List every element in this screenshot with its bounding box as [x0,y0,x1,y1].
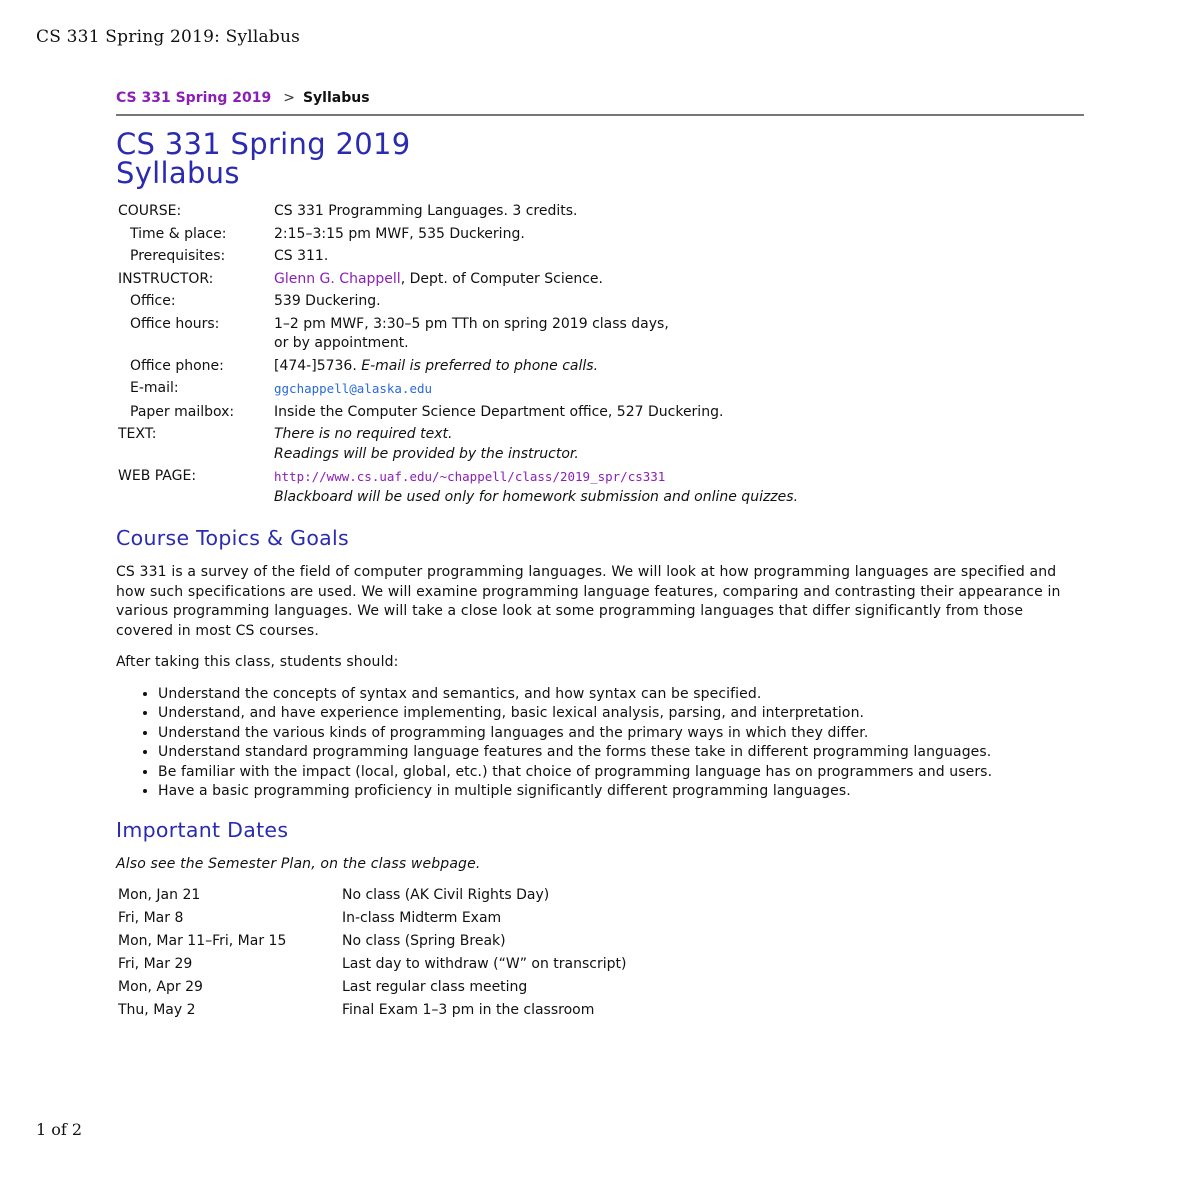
office-value: 539 Duckering. [274,293,381,309]
date-row [118,955,626,978]
prereq-row [118,247,798,270]
topics-paragraph: CS 331 is a survey of the field of computer programming languages. We will look at how programming languages are specified and how such specifications are used. We will examine programming language features, comparing and contrasting their appearance in various programming languages. We will take a close look at some programming languages that differ significantly from those covered in most CS courses. [116,564,1061,639]
breadcrumb-current: Syllabus [302,90,370,106]
course-label: COURSE: [118,203,182,219]
event-cell: Last regular class meeting [342,979,528,995]
prereq-label: Prerequisites: [130,248,226,264]
text-line-2: Readings will be provided by the instructor. [274,445,579,462]
office-row [118,292,798,315]
date-cell: Mon, Apr 29 [118,979,203,995]
event-cell: No class (Spring Break) [342,933,506,949]
date-cell: Thu, May 2 [118,1002,196,1018]
breadcrumb-course-link[interactable]: CS 331 Spring 2019 [116,90,272,106]
text-value [274,425,798,467]
instructor-label: INSTRUCTOR: [118,270,214,287]
time-row [118,225,798,248]
course-value: CS 331 Programming Languages. 3 credits. [274,203,578,219]
phone-row [118,357,798,380]
dates-heading: Important Dates [116,817,289,842]
hours-line-1: 1–2 pm MWF, 3:30–5 pm TTh on spring 2019 class days, [274,315,669,332]
text-row [118,425,798,467]
goal-item: • Understand standard programming language features and the forms these take in different programming languages. [158,743,1084,763]
date-row [118,932,626,955]
goal-item: • Understand, and have experience implementing, basic lexical analysis, parsing, and interpretation. [158,704,1084,724]
email-label: E-mail: [130,380,179,396]
phone-value [274,357,798,380]
web-label: WEB PAGE: [118,468,197,484]
text-line-1: There is no required text. [274,426,453,442]
time-label: Time & place: [130,225,227,242]
dates-note: Also see the Semester Plan, on the class webpage. [116,855,481,872]
web-row [118,467,798,510]
instructor-dept: , Dept. of Computer Science. [400,270,603,287]
event-cell: In-class Midterm Exam [342,910,502,926]
topics-heading: Course Topics & Goals [116,526,350,550]
dates-table [118,886,626,1024]
web-url-link[interactable]: http://www.cs.uaf.edu/~chappell/class/2019_spr/cs331 [274,469,666,484]
print-footer: 1 of 2 [36,1120,83,1139]
date-cell: Fri, Mar 29 [118,956,193,972]
date-cell: Mon, Mar 11–Fri, Mar 15 [118,933,287,949]
page-title [116,127,1084,190]
instructor-row [118,270,798,293]
mailbox-label: Paper mailbox: [130,403,235,420]
date-row [118,1001,626,1024]
hours-label: Office hours: [130,315,220,332]
phone-note: E-mail is preferred to phone calls. [361,357,599,374]
title-line-2: Syllabus [116,156,240,190]
email-row [118,379,798,403]
goal-item: • Have a basic programming proficiency in multiple significantly different programming languages. [158,782,1084,802]
date-cell: Fri, Mar 8 [118,910,184,926]
event-cell: Final Exam 1–3 pm in the classroom [342,1002,595,1018]
date-row [118,909,626,932]
course-row [118,202,798,225]
course-info-table [118,202,798,510]
office-label: Office: [130,293,176,309]
breadcrumb [116,90,1084,116]
email-value [274,379,798,403]
phone-label: Office phone: [130,357,224,374]
event-cell: No class (AK Civil Rights Day) [342,887,550,903]
date-row [118,886,626,909]
goals-list [116,685,1084,802]
breadcrumb-separator: > [283,90,295,106]
time-value: 2:15–3:15 pm MWF, 535 Duckering. [274,225,525,242]
text-label: TEXT: [118,426,157,442]
hours-row [118,315,798,357]
instructor-value [274,270,798,293]
hours-line-2: or by appointment. [274,335,409,351]
email-link[interactable]: ggchappell@alaska.edu [274,381,433,396]
syllabus-page [116,90,1084,1024]
date-cell: Mon, Jan 21 [118,887,201,903]
instructor-name-link[interactable]: Glenn G. Chappell [274,270,401,287]
web-note: Blackboard will be used only for homework submission and online quizzes. [274,488,799,505]
phone-number: [474-]5736. [274,357,357,374]
mailbox-value: Inside the Computer Science Department office, 527 Duckering. [274,403,724,420]
hours-value [274,315,798,357]
print-header: CS 331 Spring 2019: Syllabus [36,27,301,47]
mailbox-row [118,403,798,426]
prereq-value: CS 311. [274,248,329,264]
title-line-1: CS 331 Spring 2019 [116,127,411,161]
event-cell: Last day to withdraw (“W” on transcript) [342,956,627,972]
goal-item: • Understand the concepts of syntax and semantics, and how syntax can be specified. [158,685,1084,705]
date-row [118,978,626,1001]
goal-item: • Be familiar with the impact (local, global, etc.) that choice of programming language has on programmers and users. [158,763,1084,783]
goals-intro: After taking this class, students should: [116,654,399,670]
goal-item: • Understand the various kinds of programming languages and the primary ways in which they differ. [158,724,1084,744]
web-value [274,467,798,510]
